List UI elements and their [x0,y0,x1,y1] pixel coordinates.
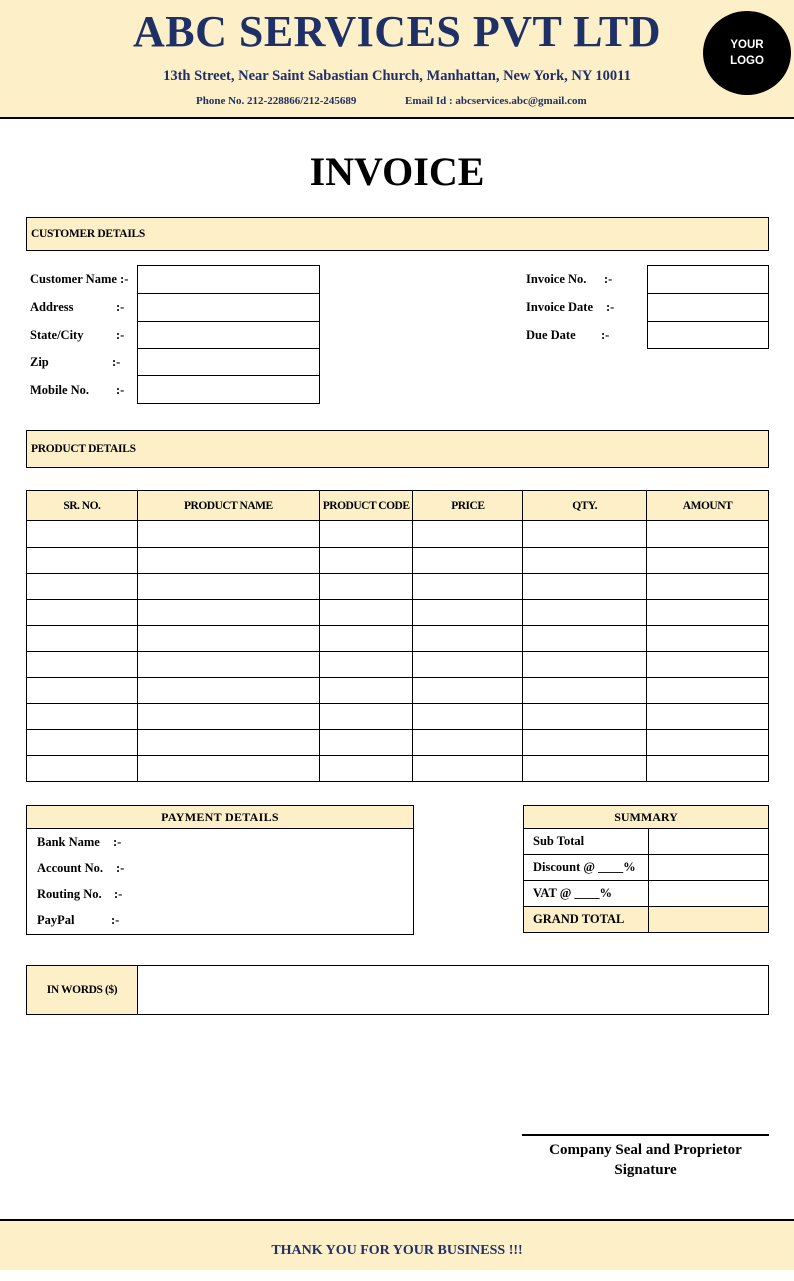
table-cell[interactable] [319,600,412,626]
invoice-title: INVOICE [309,149,485,194]
table-cell[interactable] [413,704,523,730]
table-cell[interactable] [27,652,138,678]
invoice-no-field[interactable] [647,265,769,293]
table-row [27,548,769,574]
table-cell[interactable] [523,730,647,756]
in-words-field[interactable] [138,966,768,1014]
table-cell[interactable] [646,521,768,548]
routing-no-label: Routing No. [37,887,102,901]
grand-total-value-cell[interactable] [649,907,769,933]
table-cell[interactable] [27,756,138,782]
table-row [27,521,769,548]
table-cell[interactable] [646,730,768,756]
subtotal-label: Sub Total [524,829,649,855]
customer-details-heading: CUSTOMER DETAILS [26,217,769,251]
invoice-date-label: Invoice Date [526,300,593,314]
invoice-no-sep: :- [604,272,613,286]
table-cell[interactable] [523,548,647,574]
in-words-panel [26,965,769,1015]
column-header-price: PRICE [413,491,523,521]
subtotal-row [524,829,769,855]
column-header-product-code: PRODUCT CODE [319,491,412,521]
zip-sep: :- [112,355,121,369]
table-cell[interactable] [27,521,138,548]
discount-value-cell[interactable] [649,855,769,881]
due-date-field[interactable] [647,321,769,349]
table-cell[interactable] [523,678,647,704]
table-cell[interactable] [27,574,138,600]
table-cell[interactable] [27,600,138,626]
table-cell[interactable] [413,548,523,574]
table-cell[interactable] [137,756,319,782]
table-cell[interactable] [319,548,412,574]
table-cell[interactable] [27,678,138,704]
company-address: 13th Street, Near Saint Sabastian Church, Manhattan, New York, NY 10011 [163,68,631,84]
table-cell[interactable] [319,704,412,730]
company-email: Email Id : abcservices.abc@gmail.com [405,95,587,107]
customer-name-label [30,272,128,287]
table-cell[interactable] [646,756,768,782]
table-cell[interactable] [27,730,138,756]
table-cell[interactable] [137,600,319,626]
mobile-sep: :- [116,383,125,397]
signature-line1: Company Seal and Proprietor [549,1142,742,1158]
table-cell[interactable] [413,600,523,626]
summary-heading: SUMMARY [524,806,769,829]
vat-label: VAT @ ____% [524,881,649,907]
column-header-product-name: PRODUCT NAME [137,491,319,521]
table-cell[interactable] [646,574,768,600]
table-cell[interactable] [523,652,647,678]
company-name: ABC SERVICES PVT LTD [132,7,662,56]
discount-label: Discount @ ____% [524,855,649,881]
label-sep: :- [120,272,129,286]
table-cell[interactable] [523,756,647,782]
table-cell[interactable] [137,678,319,704]
routing-no-row[interactable] [27,881,413,907]
column-header-sr-no: SR. NO. [27,491,138,521]
table-cell[interactable] [523,600,647,626]
account-no-label: Account No. [37,861,103,875]
table-row [27,730,769,756]
table-cell[interactable] [27,704,138,730]
invoice-date-sep: :- [606,300,615,314]
discount-row [524,855,769,881]
table-cell[interactable] [319,626,412,652]
table-cell[interactable] [646,600,768,626]
paypal-label: PayPal [37,913,75,927]
bank-name-row[interactable] [27,829,413,855]
table-cell[interactable] [27,548,138,574]
table-cell[interactable] [646,704,768,730]
logo-placeholder [703,11,791,95]
address-label: Address [30,300,74,314]
table-cell[interactable] [319,574,412,600]
address-sep: :- [116,300,125,314]
table-cell[interactable] [646,678,768,704]
table-cell[interactable] [27,626,138,652]
table-row [27,574,769,600]
table-cell[interactable] [413,652,523,678]
table-row [27,626,769,652]
product-table-body [27,521,769,782]
column-header-qty: QTY. [523,491,647,521]
paypal-row[interactable] [27,907,413,933]
payment-details-panel [26,805,414,935]
table-row [27,756,769,782]
footer-thank-you: THANK YOU FOR YOUR BUSINESS !!! [0,1219,794,1270]
vat-value-cell[interactable] [649,881,769,907]
product-table [26,490,769,782]
product-table-header [27,491,769,521]
mobile-field[interactable] [137,375,320,404]
table-cell[interactable] [137,730,319,756]
signature-line [522,1134,769,1136]
table-cell[interactable] [523,574,647,600]
in-words-label: IN WORDS ($) [27,966,138,1014]
table-cell[interactable] [646,626,768,652]
subtotal-value-cell[interactable] [649,829,769,855]
mobile-label: Mobile No. [30,383,90,397]
logo-text: YOUR LOGO [730,39,764,67]
table-cell[interactable] [413,678,523,704]
table-cell[interactable] [137,548,319,574]
invoice-date-field[interactable] [647,293,769,321]
table-cell[interactable] [137,626,319,652]
payment-details-heading: PAYMENT DETAILS [27,806,413,829]
signature-line2: Signature [614,1162,677,1178]
company-phone: Phone No. 212-228866/212-245689 [196,95,357,107]
table-cell[interactable] [523,626,647,652]
paypal-sep: :- [111,913,120,927]
zip-field[interactable] [137,348,320,375]
state-city-field[interactable] [137,321,320,348]
table-cell[interactable] [646,652,768,678]
summary-table [523,805,769,933]
customer-name-field[interactable] [137,265,320,293]
table-cell[interactable] [413,574,523,600]
routing-no-sep: :- [114,887,123,901]
label-text: Customer Name [30,272,117,286]
table-cell[interactable] [646,548,768,574]
table-cell[interactable] [413,521,523,548]
table-row [27,678,769,704]
state-city-sep: :- [116,328,125,342]
table-cell[interactable] [319,756,412,782]
signature-caption [522,1140,769,1180]
table-cell[interactable] [413,756,523,782]
due-date-sep: :- [601,328,610,342]
column-header-amount: AMOUNT [646,491,768,521]
table-cell[interactable] [413,626,523,652]
table-cell[interactable] [319,521,412,548]
account-no-row[interactable] [27,855,413,881]
vat-row [524,881,769,907]
product-details-heading: PRODUCT DETAILS [26,430,769,468]
grand-total-row [524,907,769,933]
table-cell[interactable] [137,574,319,600]
bank-name-label: Bank Name [37,835,100,849]
account-no-sep: :- [116,861,125,875]
table-cell[interactable] [413,730,523,756]
state-city-label: State/City [30,328,84,342]
due-date-label: Due Date [526,328,576,342]
table-row [27,600,769,626]
table-row [27,704,769,730]
table-cell[interactable] [137,704,319,730]
table-cell[interactable] [319,730,412,756]
table-cell[interactable] [523,521,647,548]
table-cell[interactable] [523,704,647,730]
bank-name-sep: :- [113,835,122,849]
invoice-no-label: Invoice No. [526,272,587,286]
table-cell[interactable] [137,521,319,548]
table-cell[interactable] [319,678,412,704]
grand-total-label: GRAND TOTAL [524,907,649,933]
zip-label: Zip [30,355,49,369]
table-cell[interactable] [319,652,412,678]
address-field[interactable] [137,293,320,321]
table-cell[interactable] [137,652,319,678]
table-row [27,652,769,678]
